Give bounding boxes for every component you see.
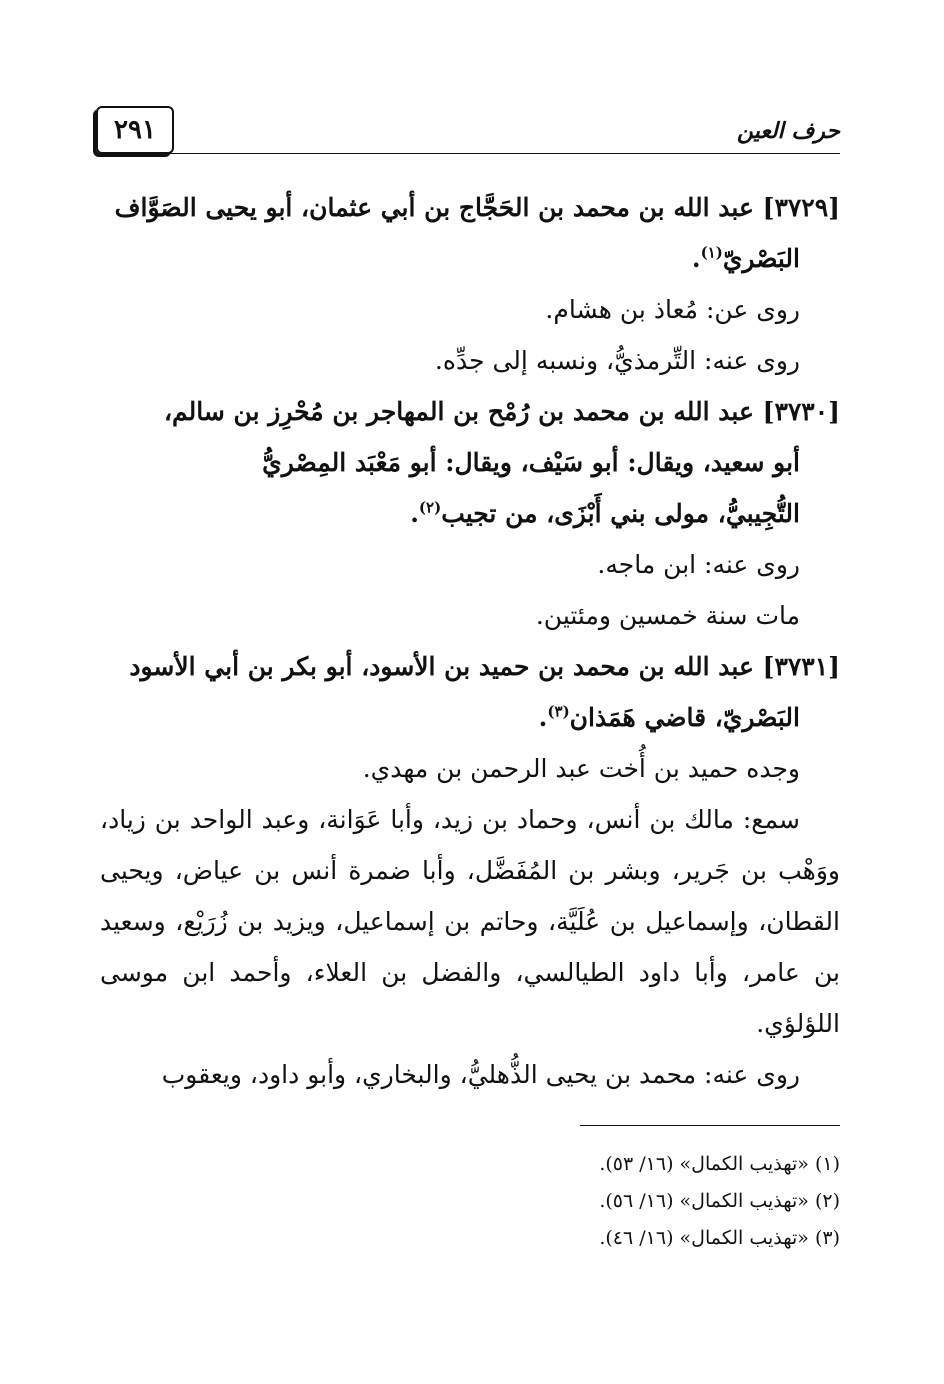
entry-heading [100,386,840,437]
footnote-2: (٢) «تهذيب الكمال» (١٦/ ٥٦). [599,1190,840,1212]
entry-number: [٣٧٢٩] [762,193,840,222]
footnote-ref[interactable]: (٣) [547,702,570,721]
entry-title-line1: عبد الله بن محمد بن الحَجَّاج بن أبي عثمان، أبو يحيى الصَوَّاف [114,193,754,222]
footnote-rule [580,1125,840,1126]
entry-line: روى عن: مُعاذ بن هشام. [545,295,800,324]
entry-line: روى عنه: التِّرمذيُّ، ونسبه إلى جدِّه. [434,346,800,375]
running-head: حرف العين [736,118,840,144]
entry-number: [٣٧٣٠] [762,397,840,426]
footnotes [100,1146,840,1257]
header-rule [96,153,840,154]
footnote-ref[interactable]: (١) [700,243,723,262]
page-number-text: ٢٩١ [114,115,156,145]
footnote-1: (١) «تهذيب الكمال» (١٦/ ٥٣). [599,1153,840,1175]
entry-heading-cont: أبو سعيد، ويقال: أبو سَيْف، ويقال: أبو مَعْبَد المِصْريُّ [262,448,800,477]
entry-heading [100,641,840,692]
entry-title-line2: البَصْريّ [722,244,800,273]
entry-title-line3: التُّجِيبيُّ، مولى بني أَبْزَى، من تجيب [441,499,800,528]
entry-heading [100,182,840,233]
entry-paragraph: سمع: مالك بن أنس، وحماد بن زيد، وأبا عَوَانة، وعبد الواحد بن زياد، ووَهْب بن جَرير، وبشر بن المُفَضَّل، وأبا ضمرة أنس بن عياض، ويحيى القطان، وإسماعيل بن عُلَيَّة، وحاتم بن إسماعيل، ويزيد بن زُرَيْع، وسعيد بن عامر، وأبا داود الطيالسي، والفضل بن العلاء، وأحمد ابن موسى اللؤلؤي. [100,805,840,1038]
main-text [100,182,840,1100]
entry-line: مات سنة خمسين ومئتين. [535,601,800,630]
entry-line: روى عنه: ابن ماجه. [597,550,800,579]
footnote-ref[interactable]: (٢) [418,498,442,517]
footnote-3: (٣) «تهذيب الكمال» (١٦/ ٤٦). [599,1227,840,1249]
entry-line: روى عنه: محمد بن يحيى الذُّهليُّ، والبخاري، وأبو داود، ويعقوب [161,1060,800,1089]
entry-heading-cont: التُّجِيبيُّ، مولى بني أَبْزَى، من تجيب$^{(٢)}$. [410,498,800,528]
entry-title-line1: عبد الله بن محمد بن رُمْح بن المهاجر بن مُحْرِز بن سالم، [163,397,754,426]
entry-line: وجده حميد بن أُخت عبد الرحمن بن مهدي. [362,754,800,783]
entry-heading-cont: البَصْريّ$^{(١)}$. [691,243,800,273]
entry-title-line1: عبد الله بن محمد بن حميد بن الأسود، أبو بكر بن أبي الأسود [129,652,754,681]
entry-title-line2: البَصْريّ، قاضي هَمَذان [569,703,800,732]
entry-heading-cont: البَصْريّ، قاضي هَمَذان$^{(٣)}$. [538,702,800,732]
page-number [96,106,174,154]
entry-number: [٣٧٣١] [762,652,840,681]
